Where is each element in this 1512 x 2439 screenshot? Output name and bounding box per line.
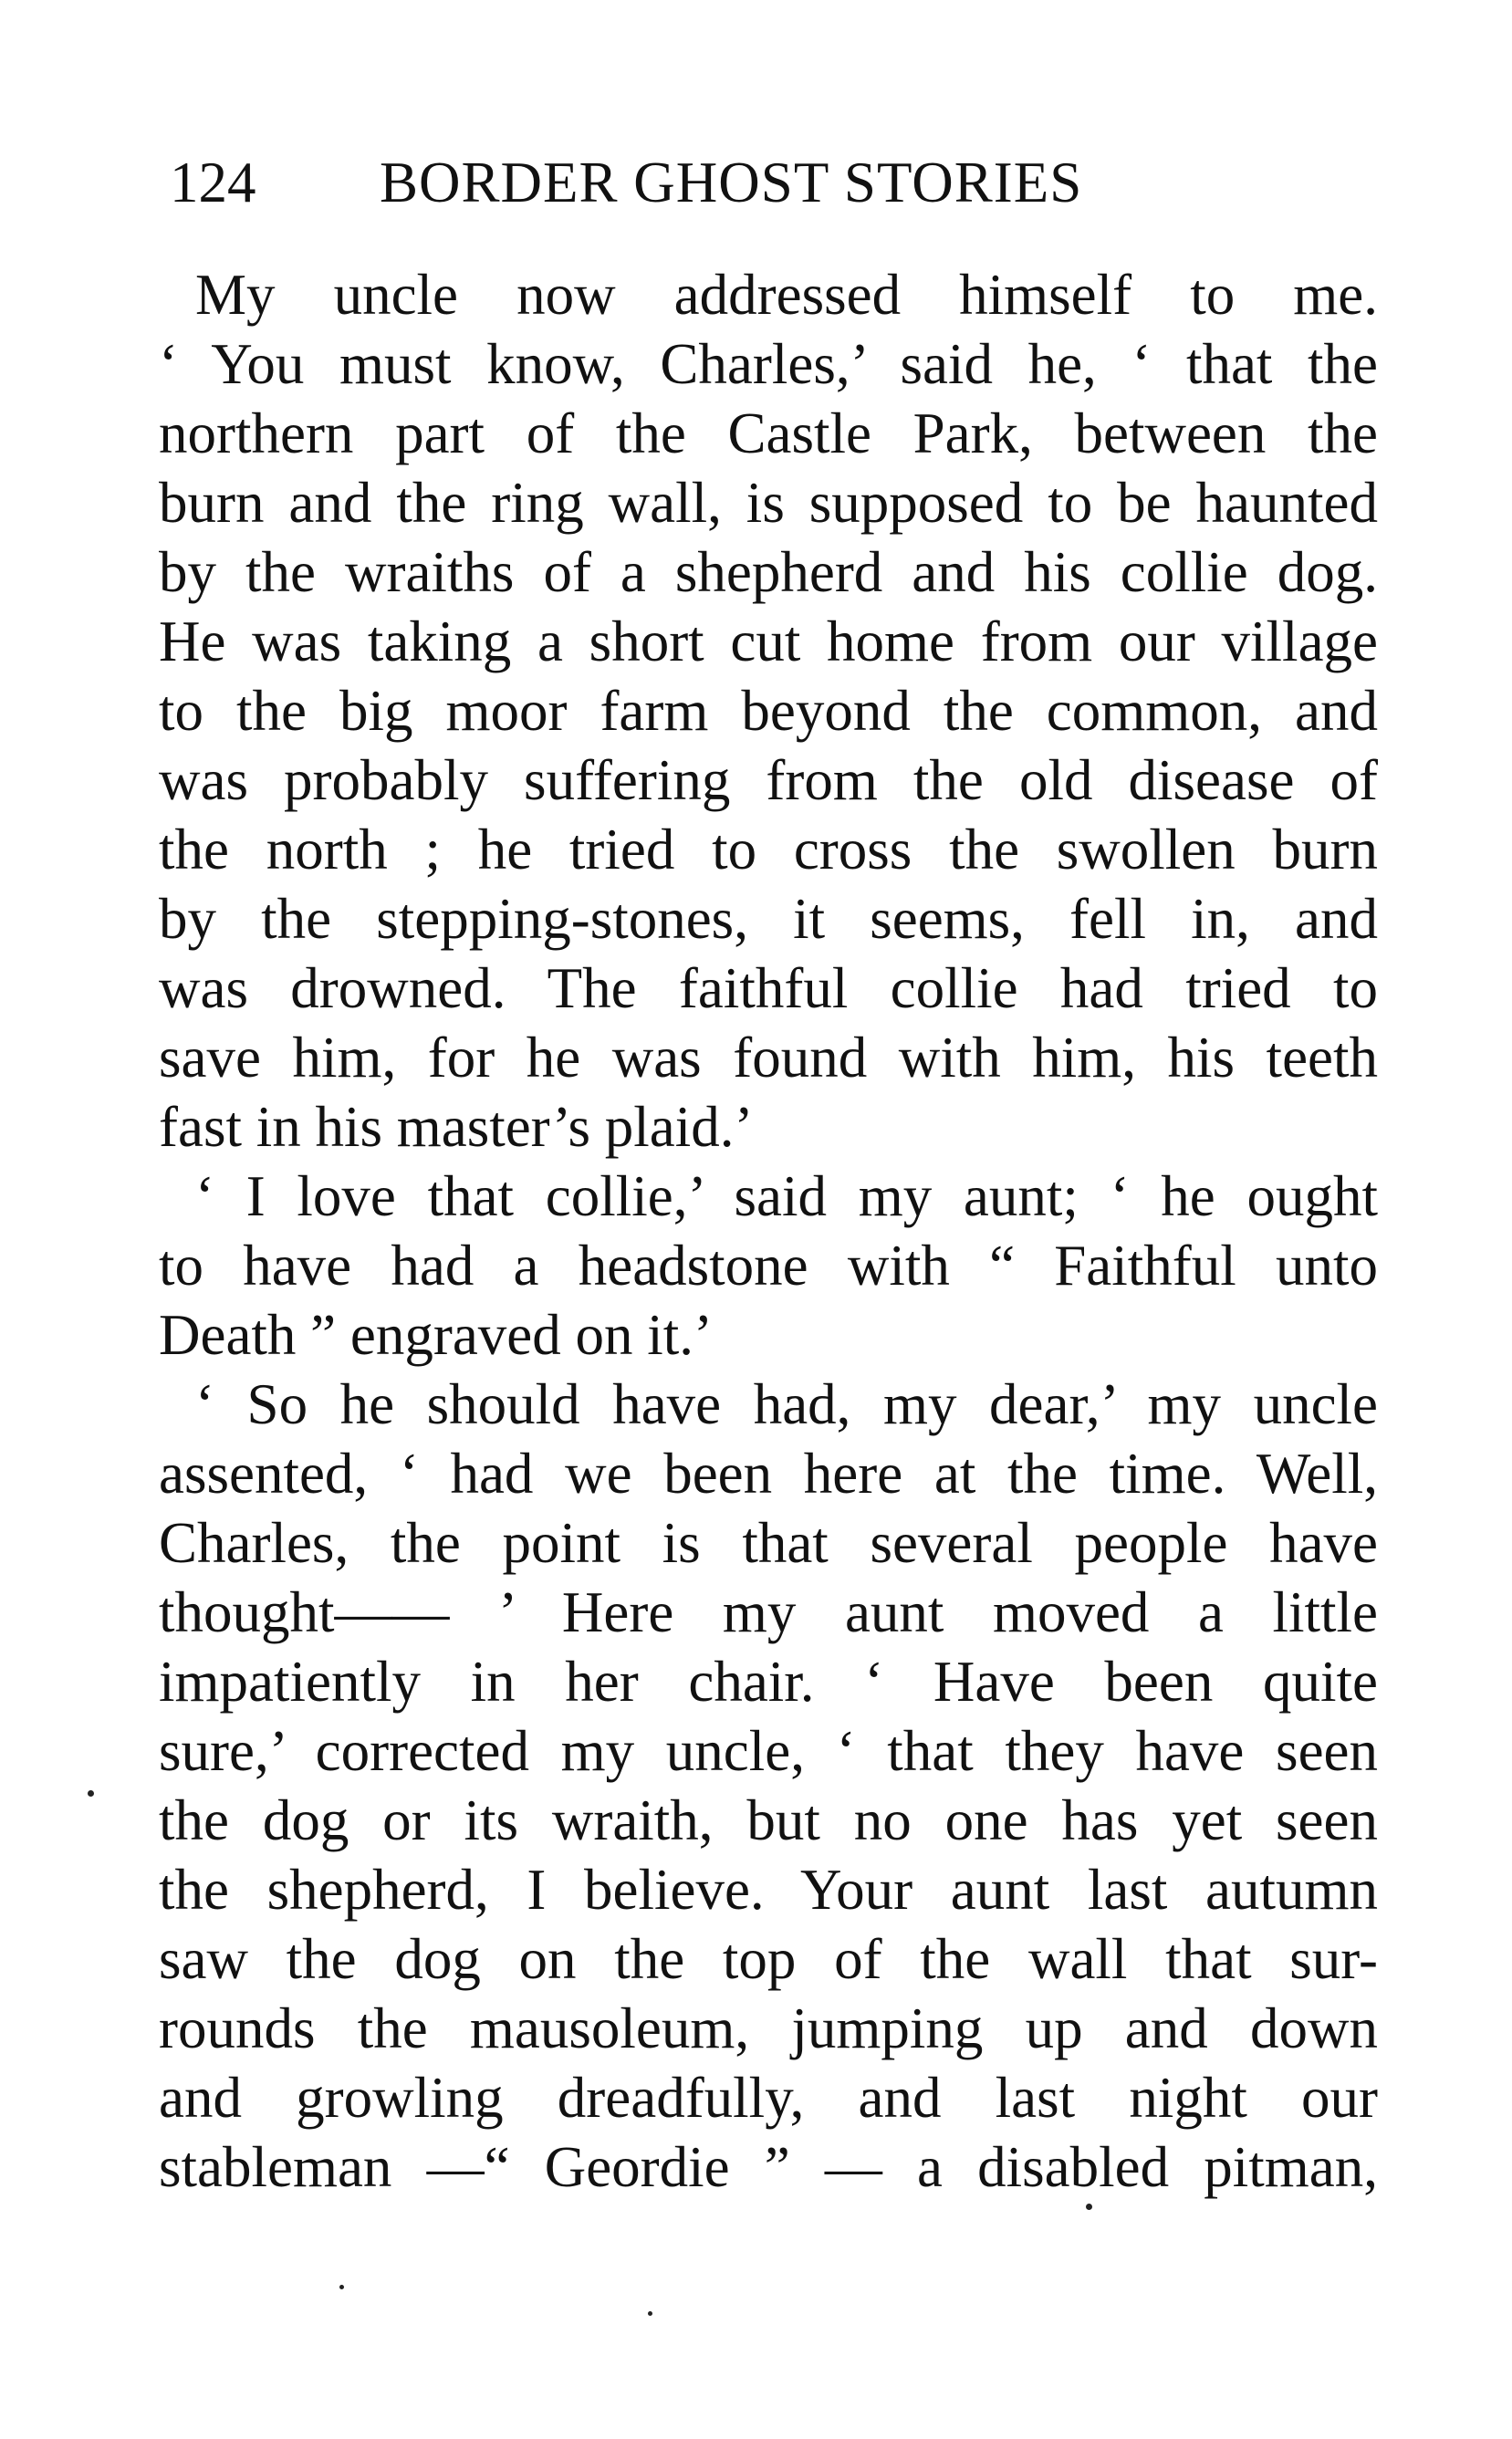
text-line: saw the dog on the top of the wall that sur- xyxy=(159,1927,1378,1991)
text-line: Charles, the point is that several people have xyxy=(159,1511,1378,1575)
ink-speck xyxy=(88,1790,94,1797)
text-line: burn and the ring wall, is supposed to be haunted xyxy=(159,471,1378,535)
text-line: the dog or its wraith, but no one has yet seen xyxy=(159,1788,1378,1852)
text-line: was probably suffering from the old disease of xyxy=(159,748,1378,812)
text-line: My uncle now addressed himself to me. xyxy=(195,263,1378,327)
text-line: stableman —“ Geordie ” — a disabled pitman, xyxy=(159,2135,1378,2199)
text-line: northern part of the Castle Park, between the xyxy=(159,401,1378,465)
text-line: thought—— ’ Here my aunt moved a little xyxy=(159,1580,1378,1644)
ink-speck xyxy=(1086,2204,1092,2210)
running-head xyxy=(170,146,1374,219)
ink-speck xyxy=(339,2285,344,2289)
text-line: He was taking a short cut home from our village xyxy=(159,610,1378,673)
text-line: to the big moor farm beyond the common, and xyxy=(159,679,1378,743)
text-line: by the wraiths of a shepherd and his collie dog. xyxy=(159,540,1378,604)
text-line: fast in his master’s plaid.’ xyxy=(159,1095,754,1159)
text-line: Death ” engraved on it.’ xyxy=(159,1303,713,1367)
text-line: the north ; he tried to cross the swollen burn xyxy=(159,818,1378,881)
text-line: ‘ So he should have had, my dear,’ my uncle xyxy=(195,1372,1378,1436)
text-line: impatiently in her chair. ‘ Have been quite xyxy=(159,1650,1378,1714)
text-line: assented, ‘ had we been here at the time. Well, xyxy=(159,1442,1378,1506)
running-title: BORDER GHOST STORIES xyxy=(380,151,1083,214)
body-text xyxy=(159,260,1378,2202)
text-line: rounds the mausoleum, jumping up and down xyxy=(159,1996,1378,2060)
text-line: ‘ I love that collie,’ said my aunt; ‘ he ought xyxy=(195,1164,1378,1228)
page-number: 124 xyxy=(170,151,256,214)
text-line: ‘ You must know, Charles,’ said he, ‘ that the xyxy=(159,332,1378,396)
ink-speck xyxy=(648,2311,652,2316)
text-line: was drowned. The faithful collie had tried to xyxy=(159,956,1378,1020)
text-line: save him, for he was found with him, his teeth xyxy=(159,1026,1378,1089)
text-line: and growling dreadfully, and last night our xyxy=(159,2066,1378,2130)
text-line: to have had a headstone with “ Faithful unto xyxy=(159,1234,1378,1298)
text-line: the shepherd, I believe. Your aunt last autumn xyxy=(159,1858,1378,1922)
text-line: by the stepping-stones, it seems, fell in, and xyxy=(159,887,1378,951)
text-line: sure,’ corrected my uncle, ‘ that they have seen xyxy=(159,1719,1378,1783)
